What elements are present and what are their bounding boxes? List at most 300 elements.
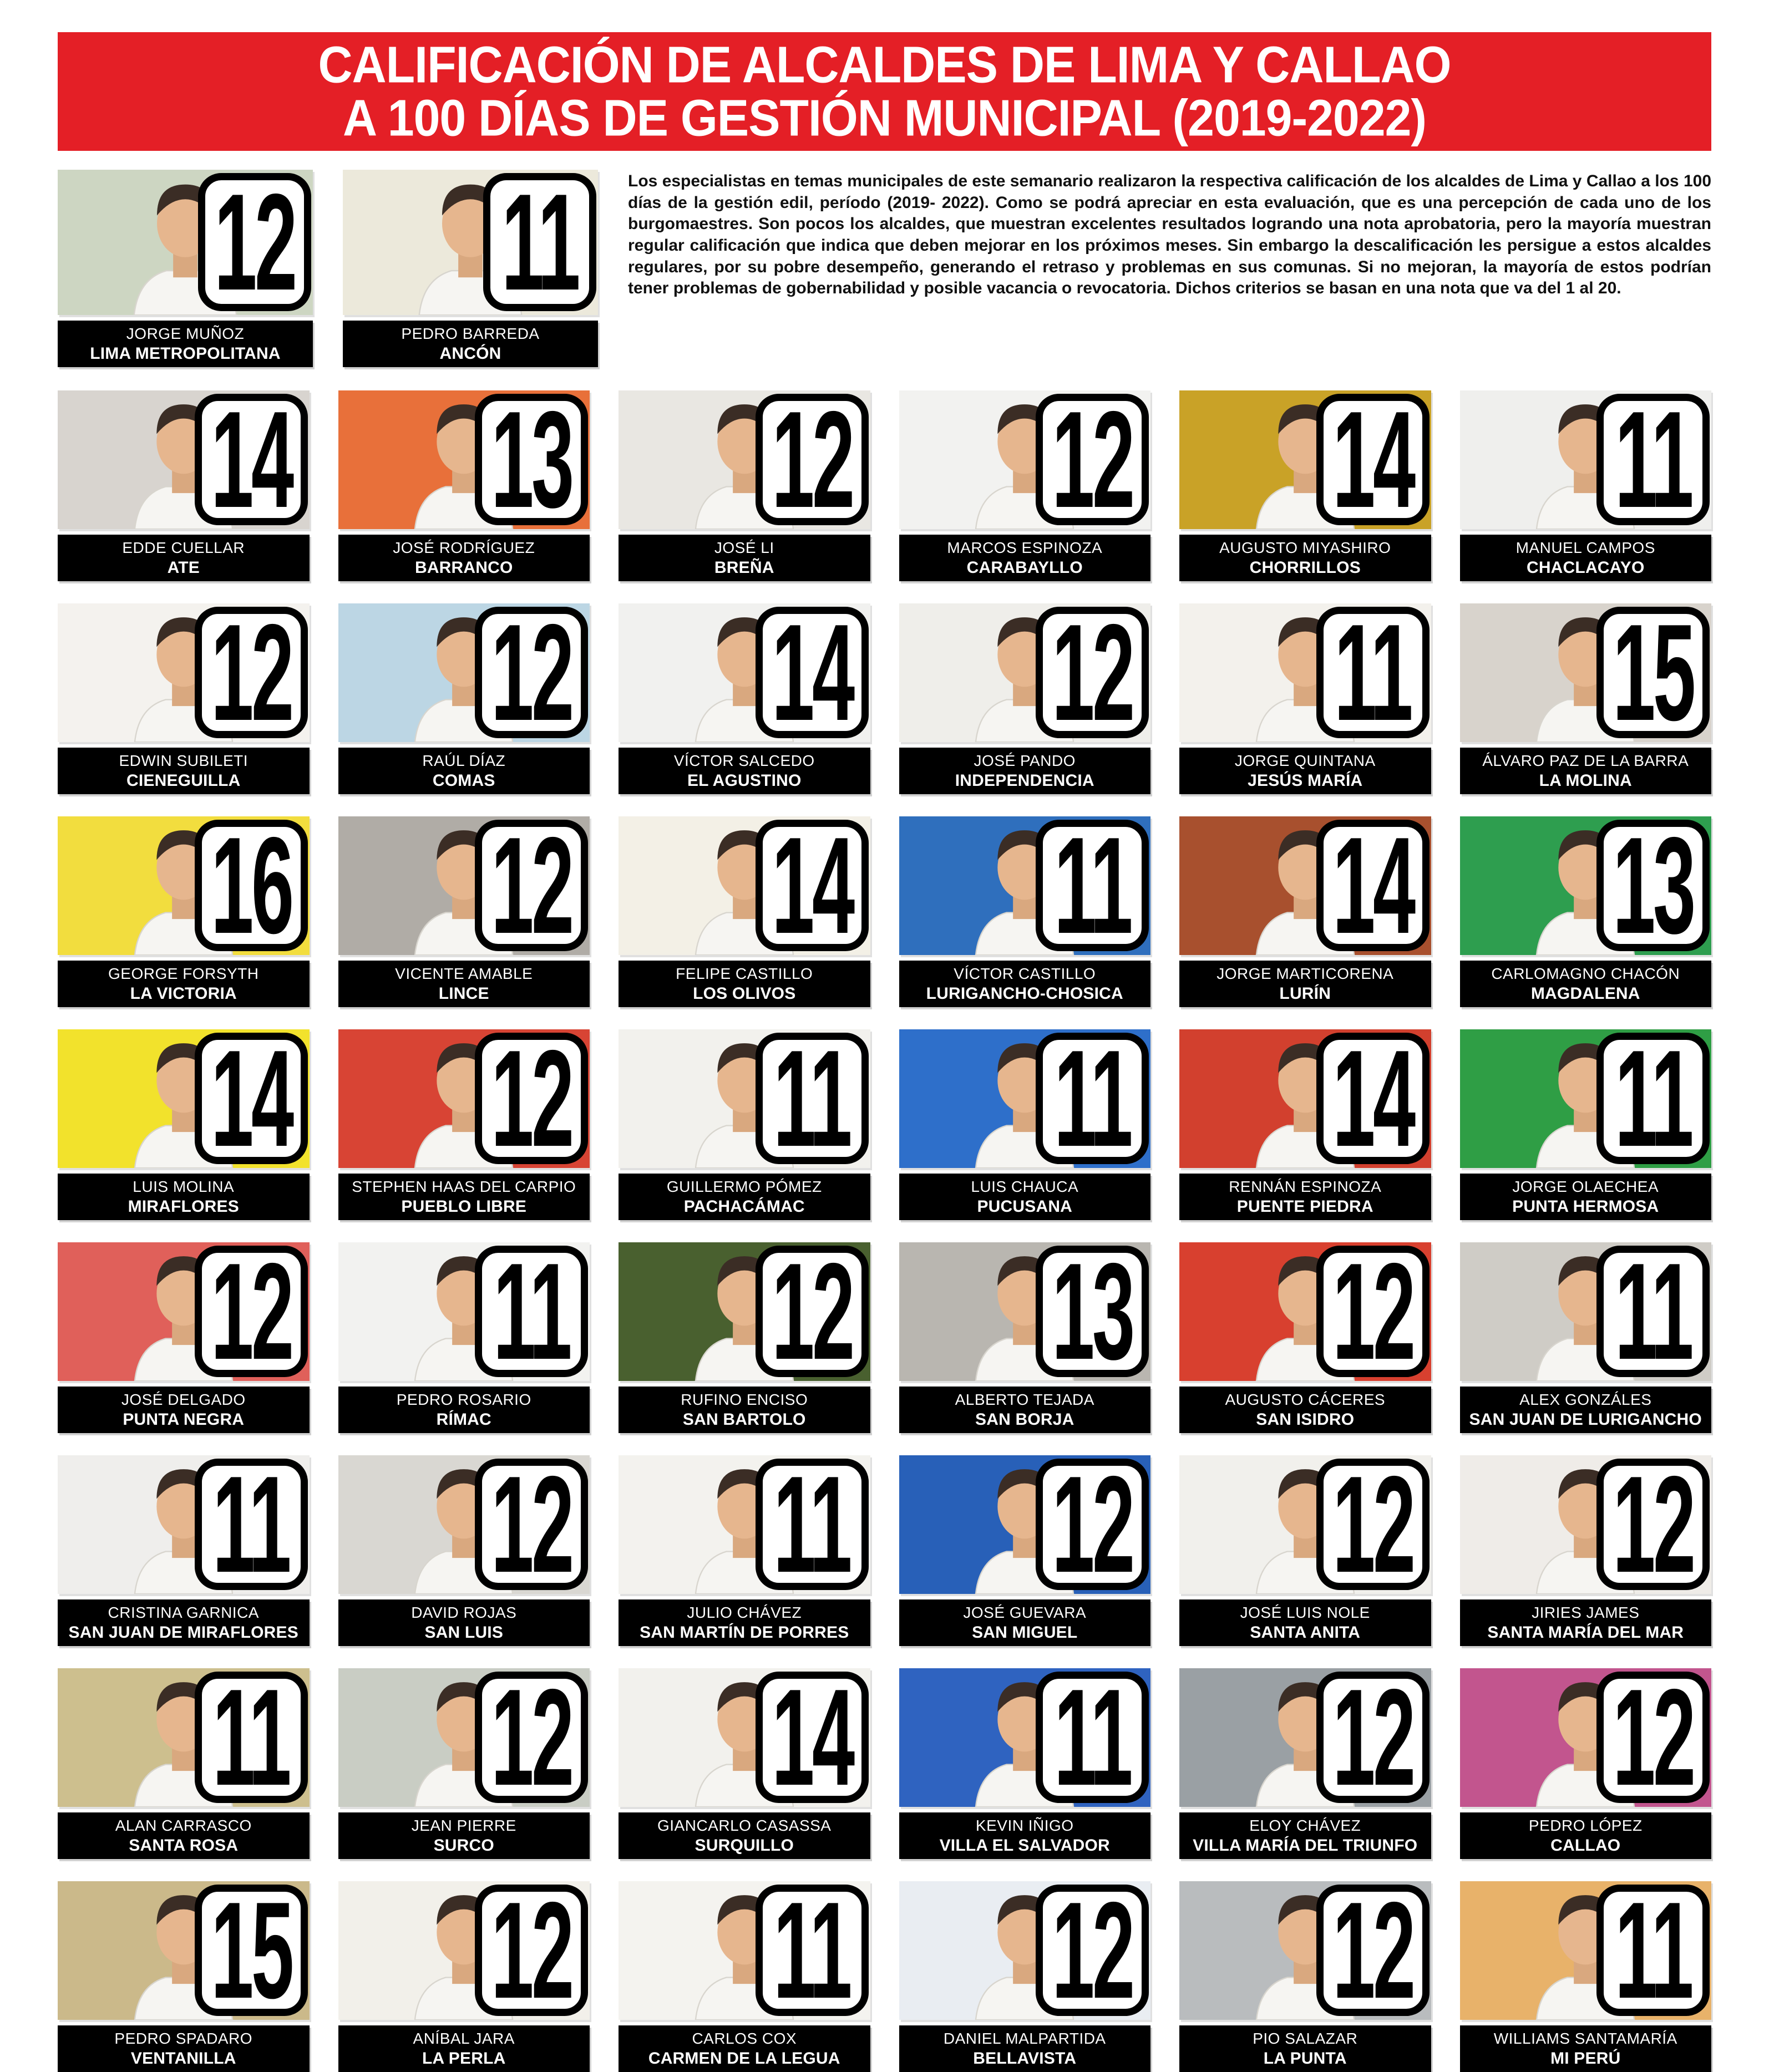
mayor-card [58,1881,310,2072]
score-badge [475,820,588,951]
mayor-name: WILLIAMS SANTAMARÍA [1493,2029,1677,2047]
mayor-photo [899,1242,1151,1381]
mayor-card [338,816,590,1007]
mayor-name: MANUEL CAMPOS [1515,539,1655,556]
mayor-name: CRISTINA GARNICA [108,1603,259,1621]
mayor-name: RUFINO ENCISO [681,1390,808,1408]
mayor-label [1179,1599,1431,1646]
score-badge [1596,1672,1710,1803]
district-name: CIENEGUILLA [126,771,241,790]
district-name: SAN MARTÍN DE PORRES [640,1623,849,1642]
score-badge [1596,1459,1710,1590]
mayor-photo [899,390,1151,529]
score-value: 11 [1615,394,1691,525]
mayor-name: LUIS MOLINA [133,1177,235,1195]
mayor-photo [619,1881,870,2020]
mayor-photo [1460,390,1712,529]
mayor-photo [338,1668,590,1807]
score-badge [1596,394,1710,525]
score-value: 12 [1613,1672,1694,1803]
score-value: 12 [1332,1672,1413,1803]
score-badge [756,394,869,525]
mayor-name: JOSÉ LI [714,539,774,556]
district-name: CALLAO [1550,1836,1621,1855]
mayors-grid [58,390,1711,2072]
score-badge [756,607,869,738]
mayor-card [899,1668,1151,1859]
mayor-card [1179,1029,1431,1220]
mayor-label [1179,535,1431,581]
mayor-card [1460,1242,1712,1433]
mayor-label [58,961,310,1007]
mayor-card [619,603,870,794]
mayor-photo [58,1242,310,1381]
score-badge [756,1672,869,1803]
mayor-label [899,1174,1151,1220]
mayor-label [58,535,310,581]
mayor-card [619,1242,870,1433]
district-name: MAGDALENA [1530,984,1640,1003]
score-badge [756,1033,869,1164]
district-name: LIMA METROPOLITANA [90,344,281,363]
district-name: COMAS [432,771,495,790]
mayor-photo [1179,1029,1431,1168]
score-value: 12 [491,1672,572,1803]
score-badge [756,1885,869,2016]
district-name: BREÑA [714,558,774,577]
score-badge [195,820,308,951]
score-value: 11 [1054,1033,1131,1164]
mayor-label [899,1387,1151,1433]
district-name: SANTA MARÍA DEL MAR [1487,1623,1684,1642]
score-badge [195,1033,308,1164]
score-badge [1596,1033,1710,1164]
score-badge [1036,1672,1149,1803]
mayor-card [619,1881,870,2072]
score-value: 11 [773,1459,850,1590]
mayor-photo [1179,1668,1431,1807]
mayor-name: JULIO CHÁVEZ [687,1603,802,1621]
mayor-card [58,603,310,794]
score-badge [1596,820,1710,951]
score-badge [1036,820,1149,951]
mayor-label [899,1599,1151,1646]
district-name: PUNTA HERMOSA [1512,1197,1659,1216]
mayor-label [619,1387,870,1433]
mayor-label [1460,2025,1712,2072]
mayor-label [899,961,1151,1007]
mayor-card [338,1455,590,1646]
score-value: 14 [771,820,853,951]
mayor-card [1179,1881,1431,2072]
page-title-line2: A 100 DÍAS DE GESTIÓN MUNICIPAL (2019-2022) [342,89,1427,147]
mayor-name: PEDRO BARREDA [401,324,540,342]
score-badge [1316,820,1430,951]
score-value: 11 [773,1885,850,2016]
district-name: PACHACÁMAC [683,1197,805,1216]
mayor-label [343,321,598,367]
mayor-name: CARLOMAGNO CHACÓN [1491,964,1680,982]
mayor-photo [619,1668,870,1807]
mayor-label [338,961,590,1007]
mayor-card [619,1455,870,1646]
score-value: 12 [1332,1246,1413,1377]
mayor-photo [1460,1668,1712,1807]
mayor-name: FELIPE CASTILLO [676,964,813,982]
mayor-name: MARCOS ESPINOZA [947,539,1103,556]
score-badge [1596,1885,1710,2016]
mayor-photo [338,603,590,742]
score-value: 12 [1052,607,1133,738]
mayor-name: EDDE CUELLAR [122,539,245,556]
district-name: VILLA MARÍA DEL TRIUNFO [1193,1836,1418,1855]
mayor-label [1460,1812,1712,1859]
district-name: PUEBLO LIBRE [401,1197,527,1216]
mayor-label [899,748,1151,794]
mayor-label [338,1174,590,1220]
mayor-label [58,1387,310,1433]
district-name: ANCÓN [439,344,501,363]
mayor-photo [1179,816,1431,955]
score-value: 11 [212,1672,290,1803]
mayor-label [619,748,870,794]
mayor-photo [58,170,313,315]
mayor-photo [338,390,590,529]
mayor-name: GEORGE FORSYTH [108,964,259,982]
mayor-name: VICENTE AMABLE [395,964,533,982]
district-name: LOS OLIVOS [693,984,796,1003]
mayor-label [619,1599,870,1646]
mayor-label [338,1599,590,1646]
mayor-photo [619,1029,870,1168]
score-value: 14 [1332,394,1413,525]
score-badge [475,1033,588,1164]
mayor-label [899,2025,1151,2072]
mayor-photo [1179,1455,1431,1594]
district-name: PUENTE PIEDRA [1236,1197,1373,1216]
score-value: 11 [1054,820,1131,951]
mayor-label [1460,1599,1712,1646]
mayor-card [1179,816,1431,1007]
score-value: 11 [1615,1246,1691,1377]
mayor-name: ALAN CARRASCO [115,1816,252,1834]
score-badge [195,1885,308,2016]
mayor-photo [338,816,590,955]
mayor-photo [899,1668,1151,1807]
mayor-card [338,1242,590,1433]
mayor-name: LUIS CHAUCA [971,1177,1079,1195]
mayor-label [619,535,870,581]
district-name: CHACLACAYO [1526,558,1645,577]
score-value: 12 [210,1246,292,1377]
mayor-card [1460,1455,1712,1646]
district-name: SAN BORJA [975,1410,1074,1429]
mayor-label [1179,1812,1431,1859]
mayor-card [1179,390,1431,581]
mayor-name: JOSÉ DELGADO [121,1390,246,1408]
score-value: 12 [1052,1885,1133,2016]
mayor-card [338,390,590,581]
mayor-card [1460,390,1712,581]
score-badge [756,1246,869,1377]
mayor-photo [1460,1029,1712,1168]
mayor-card [338,1029,590,1220]
district-name: LURIGANCHO-CHOSICA [926,984,1123,1003]
mayor-name: DANIEL MALPARTIDA [943,2029,1106,2047]
mayor-name: JOSÉ PANDO [974,751,1076,769]
score-badge [195,394,308,525]
mayor-card [1460,1881,1712,2072]
district-name: SANTA ANITA [1250,1623,1361,1642]
mayor-card [1460,816,1712,1007]
score-value: 12 [210,607,292,738]
top-section [58,170,1711,367]
mayor-photo [58,390,310,529]
mayor-card [58,1242,310,1433]
mayor-name: ALBERTO TEJADA [955,1390,1094,1408]
mayor-photo [619,390,870,529]
score-badge [475,1885,588,2016]
mayor-name: RAÚL DÍAZ [422,751,506,769]
score-value: 12 [1052,394,1133,525]
score-value: 12 [1332,1459,1413,1590]
score-badge [1036,1033,1149,1164]
mayor-photo [1179,603,1431,742]
score-value: 11 [212,1459,290,1590]
mayor-label [1460,748,1712,794]
score-badge [1596,1246,1710,1377]
district-name: BELLAVISTA [973,2049,1077,2068]
mayor-card [1460,1668,1712,1859]
score-badge [475,607,588,738]
mayor-photo [58,1881,310,2020]
score-value: 12 [771,1246,853,1377]
mayor-photo [619,603,870,742]
score-badge [756,820,869,951]
score-value: 14 [210,394,292,525]
district-name: LINCE [438,984,489,1003]
district-name: ATE [167,558,200,577]
mayor-name: GUILLERMO PÓMEZ [666,1177,822,1195]
score-value: 13 [491,394,572,525]
mayor-name: PEDRO ROSARIO [396,1390,531,1408]
mayor-name: KEVIN IÑIGO [975,1816,1074,1834]
mayor-label [1460,535,1712,581]
score-badge [1316,1246,1430,1377]
score-badge [483,173,596,311]
mayor-name: ALEX GONZÁLES [1519,1390,1652,1408]
mayor-card [1179,1455,1431,1646]
district-name: CARMEN DE LA LEGUA [648,2049,840,2068]
mayor-photo [1179,1881,1431,2020]
district-name: SAN ISIDRO [1256,1410,1355,1429]
score-badge [1036,607,1149,738]
score-value: 11 [1615,1033,1691,1164]
mayor-photo [58,816,310,955]
score-value: 13 [1613,820,1694,951]
score-value: 14 [1332,1033,1413,1164]
featured-mayors-row [58,170,598,367]
mayor-card [1460,1029,1712,1220]
district-name: JESÚS MARÍA [1248,771,1363,790]
score-badge [475,1459,588,1590]
mayor-card [1179,1242,1431,1433]
mayor-label [899,535,1151,581]
mayor-name: JIRIES JAMES [1532,1603,1640,1621]
mayor-photo [899,816,1151,955]
mayor-label [619,1812,870,1859]
district-name: INDEPENDENCIA [955,771,1094,790]
score-badge [475,1672,588,1803]
mayor-photo [58,603,310,742]
mayor-photo [1179,1242,1431,1381]
district-name: CARABAYLLO [966,558,1083,577]
mayor-card [619,816,870,1007]
mayor-photo [338,1455,590,1594]
district-name: MIRAFLORES [128,1197,239,1216]
mayor-label [58,321,313,367]
mayor-label [1179,1174,1431,1220]
mayor-card [619,1668,870,1859]
mayor-name: VÍCTOR SALCEDO [673,751,815,769]
mayor-photo [58,1668,310,1807]
score-badge [475,1246,588,1377]
mayor-name: PIO SALAZAR [1253,2029,1358,2047]
mayor-photo [899,1881,1151,2020]
score-badge [475,394,588,525]
mayor-photo [619,1455,870,1594]
mayor-card [899,816,1151,1007]
district-name: LA VICTORIA [130,984,237,1003]
score-value: 11 [1615,1885,1691,2016]
intro-paragraph: Los especialistas en temas municipales de este semanario realizaron la respectiva calificación de los alcaldes de Lima y Callao a los 100 días de la gestión edil, período (2019- 2022). Como se podrá apreciar en esta evaluación, que es una percepción de cada uno de los burgomaestres. Son pocos los alcaldes, que muestran excelentes resultados logrando una nota aprobatoria, pero la mayoría muestran regular calificación que indica que deben mejorar en los próximos meses. Sin embargo la descalificación les persigue a estos alcaldes regulares, por su pobre desempeño, generando el retraso y problemas en sus comunas. Si no mejoran, la mayoría de estos podrían tener problemas de gobernabilidad y posible vacancia o revocatoria. Dichos criterios se basan en una nota que va del 1 al 20. [628,172,1711,298]
mayor-name: JEAN PIERRE [411,1816,516,1834]
mayor-card [1179,1668,1431,1859]
mayor-card [899,603,1151,794]
mayor-card [58,1029,310,1220]
mayor-card [899,390,1151,581]
mayor-photo [58,1455,310,1594]
mayor-name: CARLOS COX [692,2029,797,2047]
mayor-photo [619,816,870,955]
mayor-card [58,1668,310,1859]
score-badge [1316,1672,1430,1803]
score-badge [1316,1033,1430,1164]
score-value: 14 [1332,820,1413,951]
mayor-label [1179,2025,1431,2072]
score-badge [1036,1246,1149,1377]
mayor-card [899,1455,1151,1646]
header-banner [58,32,1711,151]
mayor-name: RENNÁN ESPINOZA [1229,1177,1382,1195]
mayor-name: JOSÉ RODRÍGUEZ [393,539,535,556]
mayor-label [619,1174,870,1220]
district-name: CHORRILLOS [1249,558,1361,577]
score-value: 12 [491,607,572,738]
score-value: 13 [1052,1246,1133,1377]
score-value: 11 [493,1246,570,1377]
mayor-photo [338,1881,590,2020]
score-value: 16 [210,820,292,951]
score-badge [1316,1459,1430,1590]
score-badge [1316,394,1430,525]
mayor-label [1460,1174,1712,1220]
mayor-card [899,1242,1151,1433]
mayor-photo [1460,603,1712,742]
mayor-label [1179,961,1431,1007]
mayor-name: AUGUSTO CÁCERES [1225,1390,1386,1408]
score-value: 12 [491,1033,572,1164]
score-badge [195,1246,308,1377]
mayor-name: ÁLVARO PAZ DE LA BARRA [1482,751,1689,769]
mayor-name: JORGE OLAECHEA [1512,1177,1659,1195]
district-name: BARRANCO [414,558,513,577]
mayor-name: ELOY CHÁVEZ [1249,1816,1361,1834]
score-badge [1036,1459,1149,1590]
mayor-photo [1460,816,1712,955]
mayor-name: JOSÉ LUIS NOLE [1240,1603,1370,1621]
district-name: LA MOLINA [1539,771,1632,790]
mayor-name: JORGE MUÑOZ [126,324,245,342]
mayor-name: GIANCARLO CASASSA [657,1816,832,1834]
mayor-card [58,170,313,367]
mayor-label [1179,1387,1431,1433]
mayor-label [1179,748,1431,794]
mayor-name: EDWIN SUBILETI [119,751,249,769]
mayor-label [58,2025,310,2072]
district-name: SAN JUAN DE MIRAFLORES [68,1623,298,1642]
mayor-label [58,1599,310,1646]
score-value: 12 [1332,1885,1413,2016]
district-name: SANTA ROSA [129,1836,239,1855]
district-name: SURQUILLO [695,1836,794,1855]
mayor-name: DAVID ROJAS [411,1603,517,1621]
mayor-name: JORGE MARTICORENA [1216,964,1394,982]
mayor-label [338,1387,590,1433]
score-badge [195,1459,308,1590]
mayor-label [338,748,590,794]
mayor-label [338,2025,590,2072]
district-name: MI PERÚ [1550,2049,1621,2068]
score-value: 14 [210,1033,292,1164]
mayor-label [619,961,870,1007]
mayor-photo [338,1029,590,1168]
district-name: PUNTA NEGRA [123,1410,245,1429]
mayor-photo [1460,1455,1712,1594]
mayor-photo [338,1242,590,1381]
district-name: LURÍN [1279,984,1331,1003]
mayor-photo [1460,1242,1712,1381]
mayor-card [899,1881,1151,2072]
mayor-name: JOSÉ GUEVARA [963,1603,1087,1621]
score-badge [1316,607,1430,738]
score-value: 15 [210,1885,292,2016]
mayor-name: VÍCTOR CASTILLO [954,964,1096,982]
mayor-card [58,390,310,581]
district-name: LA PUNTA [1263,2049,1347,2068]
mayor-photo [1460,1881,1712,2020]
mayor-label [1460,1387,1712,1433]
score-value: 12 [491,1459,572,1590]
page-title-line1: CALIFICACIÓN DE ALCALDES DE LIMA Y CALLAO [318,35,1451,94]
score-value: 12 [491,820,572,951]
mayor-card [58,816,310,1007]
mayor-name: ANÍBAL JARA [413,2029,515,2047]
mayor-card [899,1029,1151,1220]
score-value: 11 [1054,1672,1131,1803]
score-value: 12 [1613,1459,1694,1590]
mayor-name: STEPHEN HAAS DEL CARPIO [352,1177,576,1195]
